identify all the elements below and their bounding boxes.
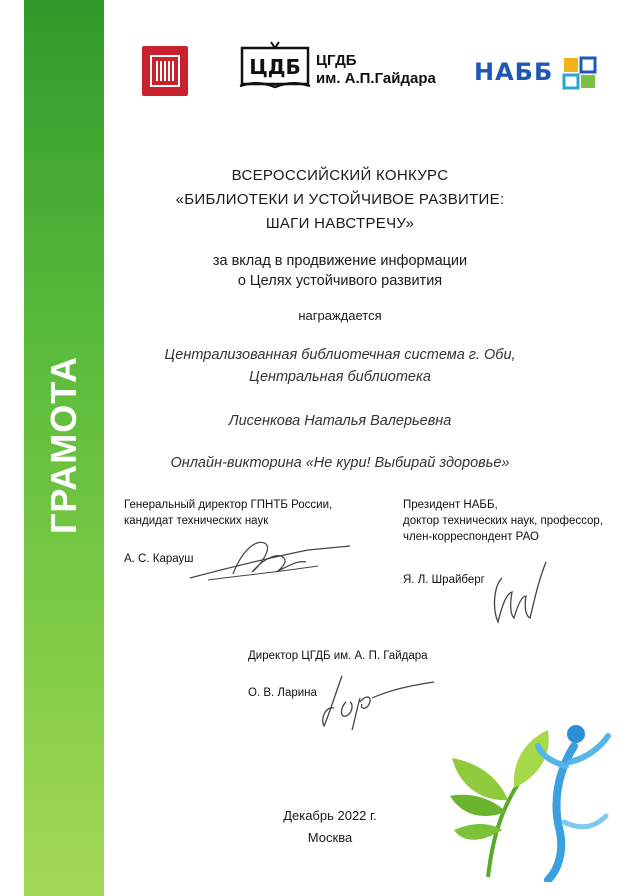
- left-signature: [188, 528, 353, 586]
- left-signatory-title-1: Генеральный директор ГПНТБ России,: [124, 499, 333, 511]
- recipient-org-line-2: Центральная библиотека: [249, 369, 431, 385]
- nabb-logo-text: НАББ: [474, 58, 554, 86]
- reason-line-2: о Целях устойчивого развития: [237, 273, 443, 289]
- right-signature: [488, 556, 550, 630]
- heading-line-1: ВСЕРОССИЙСКИЙ КОНКУРС: [231, 167, 449, 184]
- cgdb-mark-text: ЦДБ: [249, 55, 301, 79]
- left-signatory-name: А. С. Карауш: [124, 553, 194, 565]
- center-signature: [316, 668, 436, 732]
- recipient-person: Лисенкова Наталья Валерьевна: [228, 413, 452, 429]
- cgdb-logo-line2: им. А.П.Гайдара: [316, 70, 436, 87]
- cgdb-logo-line1: ЦГДБ: [316, 52, 357, 69]
- eco-figure-icon: [448, 712, 613, 882]
- cgdb-book-icon: [238, 40, 314, 96]
- center-signatory-title: Директор ЦГДБ им. А. П. Гайдара: [248, 650, 428, 662]
- project-title: Онлайн-викторина «Не кури! Выбирай здоровье»: [170, 455, 510, 471]
- right-signatory-title-1: Президент НАББ,: [403, 499, 498, 511]
- side-title: ГРАМОТА: [43, 356, 84, 534]
- city: Москва: [307, 830, 353, 845]
- awarded-label: награждается: [298, 308, 382, 323]
- right-signatory-title-2: доктор технических наук, профессор,: [403, 515, 604, 527]
- heading-line-2: «БИБЛИОТЕКИ И УСТОЙЧИВОЕ РАЗВИТИЕ:: [175, 191, 505, 208]
- nabb-logo-mark-icon: [562, 56, 598, 90]
- right-signatory-name: Я. Л. Шрайберг: [403, 574, 485, 586]
- date: Декабрь 2022 г.: [283, 808, 377, 823]
- gpntb-logo: [142, 46, 188, 96]
- cgdb-logo: [238, 40, 438, 96]
- recipient-org-line-1: Централизованная библиотечная система г. Оби,: [164, 347, 516, 363]
- left-signatory-title-2: кандидат технических наук: [124, 515, 269, 527]
- heading-line-3: ШАГИ НАВСТРЕЧУ»: [265, 215, 415, 232]
- right-signatory-title-3: член-корреспондент РАО: [403, 531, 539, 543]
- center-signatory-name: О. В. Ларина: [248, 687, 317, 699]
- reason-line-1: за вклад в продвижение информации: [212, 253, 468, 269]
